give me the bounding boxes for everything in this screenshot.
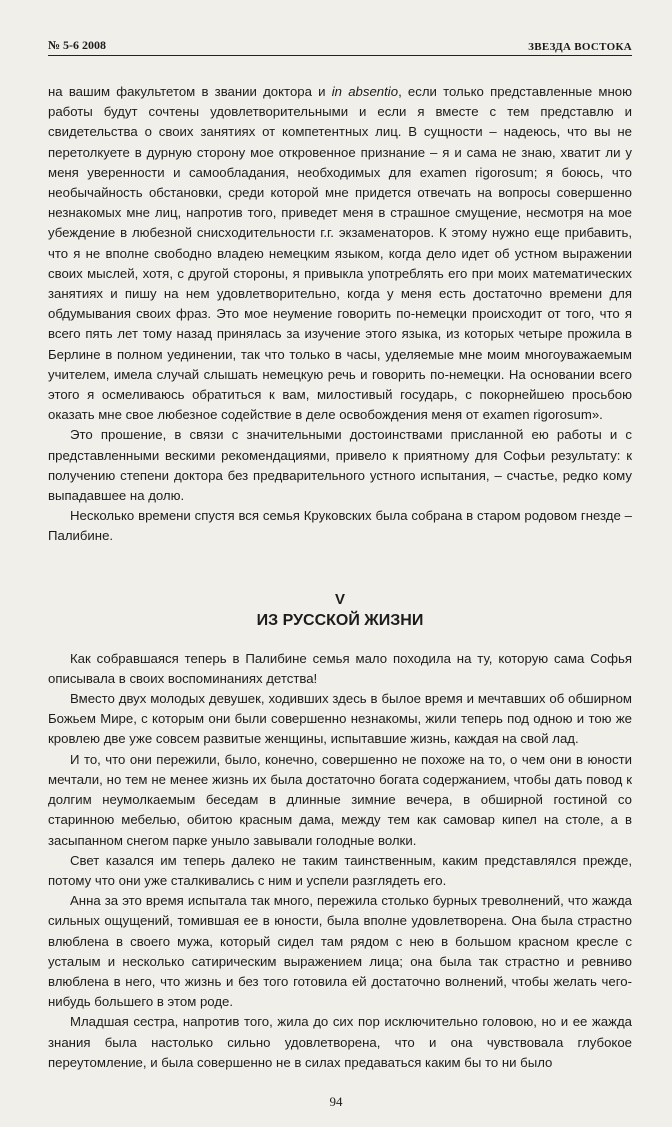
paragraph: Вместо двух молодых девушек, ходивших здесь в былое время и мечтавших об обширном Божьем Мире, с которым они были совершенно незнакомы, жили теперь под одною и тою же кровлею две уже совсем развитые женщины, испытавшие жизнь, каждая на свой лад. [48, 691, 632, 747]
paragraph: Несколько времени спустя вся семья Круковских была собрана в старом родовом гнезде – Палибине. [48, 508, 632, 544]
paragraph: Младшая сестра, напротив того, жила до сих пор исключительно головою, но и ее жажда знания была настолько сильно удовлетворена, что и она чувствовала глубокое переутомление, и была совершенно не в силах предаваться каким бы то ни было [48, 1014, 632, 1070]
paragraph: Свет казался им теперь далеко не таким таинственным, каким представлялся прежде, потому что они уже сталкивались с ним и успели разглядеть его. [48, 852, 632, 888]
chapter-number: V [334, 590, 345, 608]
italic-phrase: in absentio [331, 84, 399, 99]
running-header [48, 38, 632, 56]
issue-number: № 5-6 2008 [48, 38, 107, 52]
main-text [48, 82, 632, 1073]
paragraph: Это прошение, в связи с значительными достоинствами присланной ею работы и с представленными вескими рекомендациями, привело к приятному для Софьи результату: к получению степени доктора без предварительного устного испытания, – счастье, редко кому выпадавшее на долю. [48, 427, 632, 504]
paragraph [48, 82, 632, 425]
journal-title: ЗВЕЗДА ВОСТОКА [528, 41, 632, 53]
paragraph: И то, что они пережили, было, конечно, совершенно не похоже на то, о чем они в юности мечтали, но тем не менее жизнь их была достаточно богата содержанием, чтобы дать повод к долгим неумолкаемым беседам в длинные зимние вечера, в обширной гостиной со старинною мебелью, обитою красным дама, между тем как самовар кипел на столе, а в засыпанном снегом парке уныло завывали голодные волки. [48, 751, 632, 848]
paragraph: Анна за это время испытала так много, пережила столько бурных треволнений, что жажда сильных ощущений, томившая ее в юности, была вполне удовлетворена. Она была страстно влюблена в своего мужа, который сидел там рядом с нею в большом красном кресле с усталым и несколько сатирическим выражением лица; она была так страстно и ревниво влюблена в него, что жизнь и без того готовила ей достаточно волнений, чтобы желать чего-нибудь большего в этом роде. [48, 893, 632, 1010]
paragraph: Как собравшаяся теперь в Палибине семья мало походила на ту, которую сама Софья описывала в своих воспоминаниях детства! [48, 650, 632, 686]
text-run: , если только представленные мною работы будут сочтены удовлетворительными и если я вместе с тем представлю и свидетельства о своих занятиях от компетентных лиц. В сущности – надеюсь, что вы не перетолкуете в дурную сторону мое откровенное признание – я и сама не знаю, хватит ли у меня уверенности и самообладания, необходимых для examen rigorosum; я боюсь, что необычайность обстановки, среди которой мне придется отвечать на вопросы совершенно незнакомых мне лиц, напротив того, приведет меня в страшное смущение, несмотря на мое убеждение в любезной снисходительности г.г. экзаменаторов. К этому нужно еще прибавить, что я не вполне свободно владею немецким языком, когда дело идет об устном выражении своих мыслей, хотя, с другой стороны, я привыкла употреблять его при моих математических занятиях и пишу на нем удовлетворительно, когда у меня есть достаточно времени для обдумывания своих фраз. Это мое неумение говорить по-немецки происходит от того, что я всего пять лет тому назад принялась за изучение этого языка, из которых четыре прожила в Берлине в полном уединении, так что только в часы, уделяемые мне моим многоуважаемым учителем, имела случай слышать немецкую речь и говорить по-немецки. На основании всего этого я осмеливаюсь обратиться к вам, милостивый государь, с покорнейшею просьбою оказать мне свое любезное содействие в деле освобождения меня от examen rigorosum». [48, 84, 632, 423]
text-run: на вашим факультетом в звании доктора и [48, 84, 332, 99]
chapter-title: ИЗ РУССКОЙ ЖИЗНИ [256, 611, 424, 629]
page-number: 94 [329, 1094, 343, 1109]
